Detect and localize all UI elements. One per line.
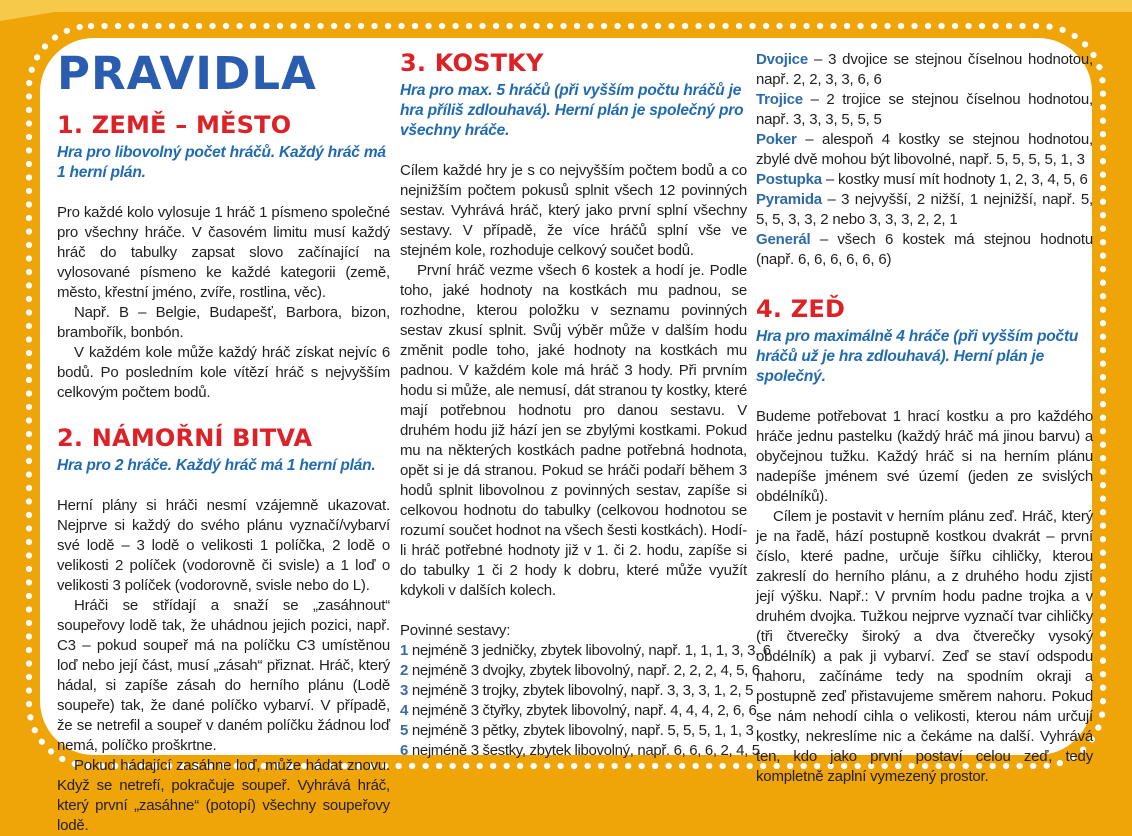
combo-text: – všech 6 kostek má stejnou hodnotu (např. 6, 6, 6, 6, 6, 6) xyxy=(756,231,1093,268)
combo-text: – alespoň 4 kostky se stejnou hodnotou, zbylé dvě mohou být libovolné, např. 5, 5, 5, 5, 1, 3 xyxy=(756,131,1093,168)
combo-term: Trojice xyxy=(756,91,803,108)
item-text: nejméně 3 dvojky, zbytek libovolný, např. 2, 2, 2, 4, 5, 6 xyxy=(411,662,760,679)
section-subtitle: Hra pro max. 5 hráčů (při vyšším počtu hráčů je hra příliš zdlouhavá). Herní plán je společný pro všechny hráče. xyxy=(400,82,744,139)
combo-term: Dvojice xyxy=(756,51,808,68)
section-subtitle: Hra pro libovolný počet hráčů. Každý hráč má 1 herní plán. xyxy=(57,144,386,181)
paragraph: Herní plány si hráči nesmí vzájemně ukazovat. Nejprve si každý do svého plánu vyznačí/vybarví své lodě – 3 lodě o velikosti 1 políčka, 2 lodě o velikosti 2 políček (vodorovně či svisle) a 1 loď o velikosti 3 políček (vodorovně, svisle nebo do L). xyxy=(57,497,390,594)
item-number: 5 xyxy=(400,722,408,739)
combo-term: Pyramida xyxy=(756,191,822,208)
list-item xyxy=(400,641,771,661)
section-heading: 4. ZEĎ xyxy=(756,295,846,323)
section-namorni-bitva xyxy=(57,425,390,836)
item-number: 3 xyxy=(400,682,408,699)
paragraph: Pokud hádající zasáhne loď, může hádat znovu. Když se netrefí, pokračuje soupeř. Vyhrává hráč, který první „zasáhne“ (potopí) všechny soupeřovy lodě. xyxy=(57,757,390,834)
paragraph: Budeme potřebovat 1 hrací kostku a pro každého hráče jednu pastelku (každý hráč má jinou barvu) a obyčejnou tužku. Každý hráč si na herním plánu nadepíše jménem své území (jeden ze svislých obdélníků). xyxy=(756,408,1093,505)
section-subtitle: Hra pro maximálně 4 hráče (při vyšším počtu hráčů už je hra zdlouhavá). Herní plán je společný. xyxy=(756,328,1079,385)
combo-term: Generál xyxy=(756,231,811,248)
list-item xyxy=(400,701,757,721)
combo-line xyxy=(756,230,1093,270)
section-heading: 1. ZEMĚ – MĚSTO xyxy=(57,111,292,139)
combo-term: Poker xyxy=(756,131,797,148)
column-1 xyxy=(57,47,390,836)
required-sets-list xyxy=(400,621,771,761)
list-item xyxy=(400,661,760,681)
list-item xyxy=(400,681,754,701)
section-heading: 2. NÁMOŘNÍ BITVA xyxy=(57,424,313,452)
column-3 xyxy=(756,50,1093,836)
page-title: PRAVIDLA xyxy=(57,47,317,100)
combo-line xyxy=(756,50,1093,90)
paragraph: První hráč vezme všech 6 kostek a hodí je. Podle toho, jaké hodnoty na kostkách mu padnou, se rozhodne, kterou položku v seznamu povinných sestav zkusí splnit. Svůj výběr může v dalším hodu změnit podle toho, jaké hodnoty na kostkách mu padnou. V každém kole má hráč 3 hody. Při prvním hodu si může, ale nemusí, dát stranou ty kostky, které mají potřebnou hodnotu pro danou sestavu. V druhém hodu již hází jen se zbylými kostkami. Pokud mu na některých kostkách padne potřebná hodnota, opět si je dá stranou. Pokud se hráči podaří během 3 hodů splnit libovolnou z povinných sestav, zapíše si celkovou hodnotu do tabulky (celkovou hodnotou se rozumí součet hodnot na všech šesti kostkách). Hodí-li hráč potřebné hodnoty již v 1. či 2. hodu, zapíše si do tabulky 1 či 2 hody k dobru, které může využít kdykoli v dalších kolech. xyxy=(400,262,747,599)
combo-line xyxy=(756,170,1093,190)
item-number: 6 xyxy=(400,742,408,759)
item-text: nejméně 3 pětky, zbytek libovolný, např. 5, 5, 5, 1, 1, 3 xyxy=(411,722,754,739)
combo-definitions xyxy=(756,50,1093,270)
combo-text: – 3 dvojice se stejnou číselnou hodnotou, např. 2, 2, 3, 3, 6, 6 xyxy=(756,51,1093,88)
section-heading: 3. KOSTKY xyxy=(400,49,544,77)
combo-line xyxy=(756,190,1093,230)
paragraph: V každém kole může každý hráč získat nejvíc 6 bodů. Po posledním kole vítězí hráč s nejvyšším celkovým počtem bodů. xyxy=(57,344,390,401)
item-text: nejméně 3 čtyřky, zbytek libovolný, např. 4, 4, 4, 2, 6, 6 xyxy=(411,702,757,719)
paragraph: Cílem je postavit v herním plánu zeď. Hráč, který je na řadě, hází postupně kostkou dvakrát – první číslo, které padne, určuje šířku cihličky, kterou zakreslí do herního plánu, a z druhého hodu zjistí její výšku. Např.: V prvním hodu padne trojka a v druhém dvojka. Tužkou nejprve vyznačí tvar cihličky (tři čtverečky široký a dva čtverečky vysoký obdélník) a pak ji vybarví. Zeď se staví odspodu nahoru, začínáme tedy na spodním okraji a postupně zeď přistavujeme směrem nahoru. Pokud se nám nehodí cihla o velikosti, kterou nám určují kostky, nekreslíme nic a čekáme na další. Vyhrává ten, kdo jako první postaví celou zeď, tedy kompletně zaplní vymezený prostor. xyxy=(756,508,1093,785)
list-header: Povinné sestavy: xyxy=(400,622,511,639)
paragraph: Hráči se střídají a snaží se „zasáhnout“ soupeřovy lodě tak, že uhádnou jejich pozici, např. C3 – pokud soupeř má na políčku C3 umístěnou loď nebo její část, musí „zásah“ přiznat. Hráč, který hádal, si zapíše zásah do herního plánu (Lodě soupeře) tak, že dané políčko vybarví. V případě, že se netrefil a soupeř v daném políčku žádnou loď nemá, políčko proškrtne. xyxy=(57,597,390,754)
item-text: nejméně 3 šestky, zbytek libovolný, např. 6, 6, 6, 2, 4, 5 xyxy=(411,742,760,759)
paragraph: Cílem každé hry je s co nejvyšším počtem bodů a co nejnižším počtem pokusů splnit všech 12 povinných sestav. Vyhrává hráč, který jako první splní všechny sestavy. V případě, že více hráčů splní vše ve stejném kole, rozhoduje celkový součet bodů. xyxy=(400,162,747,259)
combo-text: – kostky musí mít hodnoty 1, 2, 3, 4, 5, 6 xyxy=(821,171,1088,188)
combo-line xyxy=(756,130,1093,170)
item-number: 1 xyxy=(400,642,408,659)
item-text: nejméně 3 trojky, zbytek libovolný, např. 3, 3, 3, 1, 2, 5 xyxy=(411,682,754,699)
paragraph: Např. B – Belgie, Budapešť, Barbora, bizon, brambořík, bonbón. xyxy=(57,304,390,341)
item-text: nejméně 3 jedničky, zbytek libovolný, např. 1, 1, 1, 3, 3, 6 xyxy=(411,642,771,659)
rules-content xyxy=(57,47,1093,836)
paragraph: Pro každé kolo vylosuje 1 hráč 1 písmeno společné pro všechny hráče. V časovém limitu musí každý hráč do tabulky zapsat slovo začínající na vylosované písmeno ke každé kategorii (země, město, křestní jméno, zvíře, rostlina, věc). xyxy=(57,204,390,301)
section-kostky xyxy=(400,49,771,761)
item-number: 4 xyxy=(400,702,408,719)
section-zeme-mesto xyxy=(57,112,390,403)
column-2 xyxy=(400,49,771,836)
combo-term: Postupka xyxy=(756,171,822,188)
list-item xyxy=(400,721,754,741)
list-item xyxy=(400,741,760,761)
section-zed xyxy=(756,296,1093,787)
combo-text: – 2 trojice se stejnou číselnou hodnotou, např. 3, 3, 3, 5, 5, 5 xyxy=(756,91,1093,128)
section-subtitle: Hra pro 2 hráče. Každý hráč má 1 herní plán. xyxy=(57,457,376,474)
item-number: 2 xyxy=(400,662,408,679)
combo-text: – 3 nejvyšší, 2 nižší, 1 nejnižší, např. 5, 5, 5, 3, 3, 2 nebo 3, 3, 3, 2, 2, 1 xyxy=(756,191,1093,228)
combo-line xyxy=(756,90,1093,130)
